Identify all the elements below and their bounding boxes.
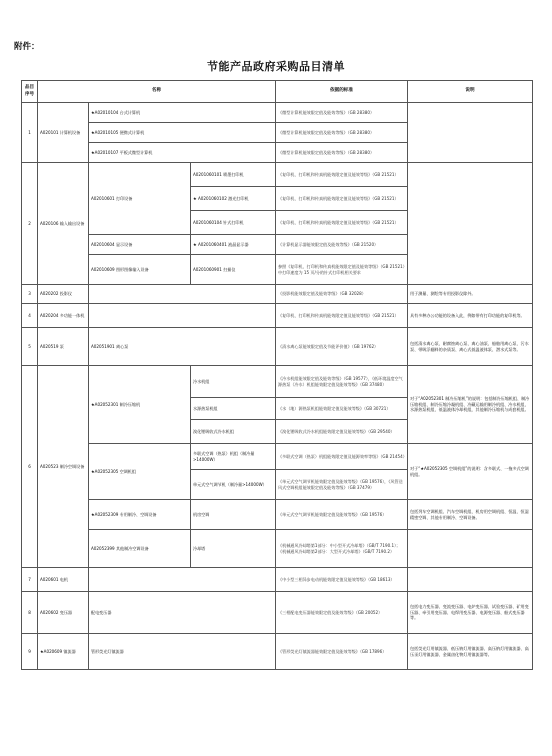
standard-cell: 《冷水机组能效限定值及能效等级》（GB 19577），《低环境温度空气源热泵（冷水）机组能效限定值及能效等级》（GB 37480） (276, 366, 408, 398)
header-note: 说明 (408, 81, 533, 103)
note-cell: 具有多种办公功能的设备入此，例如带有打印功能的复印机等。 (408, 304, 533, 328)
standard-cell: 参照《复印机、打印机和传真机能效限定值及能效等级》（GB 21521）中打印速度为 15 页/分的针式打印机相关要求 (276, 255, 408, 285)
table-header-row (22, 81, 533, 103)
item-cell: ★A02010104 台式计算机 (89, 103, 276, 123)
item-cell: A0201060101 喷墨打印机 (191, 163, 276, 187)
table-row (22, 285, 533, 304)
standard-cell: 《多联式空调（热泵）机组能效限定值及能源效率等级》（GB 21454） (276, 444, 408, 470)
note-cell (408, 163, 533, 285)
item-cell (89, 285, 276, 304)
item-cell: ★ A0201060401 液晶显示器 (191, 235, 276, 255)
table-row (22, 304, 533, 328)
table-row (22, 500, 533, 530)
standard-cell: 《计算机显示器能效限定值及能效等级》（GB 21520） (276, 235, 408, 255)
category-cell: A020204 多功能一体机 (38, 304, 89, 328)
category-cell: A020523 制冷空调设备 (38, 366, 89, 568)
table-row (22, 530, 533, 568)
note-cell: 包括电力变压器、变流变压器、电炉变压器、试验变压器、矿用变压器、牵引用变压器、电焊用变压器、电源变压器、船式变压器等。 (408, 592, 533, 634)
table-row (22, 366, 533, 398)
note-cell: 包括列车空调机组、汽车空调机组、机房用空调机组、恒温、恒湿精密空调、其他专用制冷、空调设备。 (408, 500, 533, 530)
item-cell: ★A02010105 便携式计算机 (89, 123, 276, 143)
row-seq: 1 (22, 103, 38, 163)
standard-cell: 《单元式空气调节机能效限定值及能效等级》（GB 19576） (276, 500, 408, 530)
item-cell (89, 568, 276, 592)
standard-cell: 《复印机、打印机和传真机能效限定值及能效等级》（GB 21521） (276, 163, 408, 187)
standard-cell: 《溴化锂吸收式冷水机组能效限定值及能效等级》（GB 29540） (276, 420, 408, 444)
row-seq: 6 (22, 366, 38, 568)
table-row (22, 634, 533, 670)
row-seq: 7 (22, 568, 38, 592)
item-cell: 单元式空气调节机（制冷量>14000W） (191, 470, 276, 500)
item-cell: A02051901 离心泵 (89, 328, 276, 366)
subcategory-cell: ★A02052309 专用制冷、空调设备 (89, 500, 191, 530)
standard-cell: 《微型计算机能效限定值及能效等级》（GB 28380） (276, 103, 408, 123)
subcategory-cell: A02010609 图形图像输入设备 (89, 255, 191, 285)
standard-cell: 《微型计算机能效限定值及能效等级》（GB 28380） (276, 143, 408, 163)
item-cell: 水源热泵机组 (191, 398, 276, 420)
note-cell: 用于测量、测绘等专用投影仪除外。 (408, 285, 533, 304)
standard-cell: 《单元式空气调节机能效限定值及能效等级》（GB 19576），《风管送风式空调机组能效限定值及能效等级》（GB 37479） (276, 470, 408, 500)
category-cell: ★A020609 镇流器 (38, 634, 89, 670)
table-row (22, 328, 533, 366)
row-seq: 9 (22, 634, 38, 670)
table-row (22, 163, 533, 187)
header-standard: 依据的标准 (276, 81, 408, 103)
standard-cell: 《管形荧光灯镇流器能效限定值及能效等级》（GB 17896） (276, 634, 408, 670)
attachment-label: 附件： (14, 42, 40, 52)
table-row (22, 568, 533, 592)
page-title: 节能产品政府采购品目清单 (207, 60, 345, 73)
subcategory-cell: ★A02052305 空调机组 (89, 444, 191, 500)
category-cell: A020202 投影仪 (38, 285, 89, 304)
note-cell: 对于“A02052301 制冷压缩机”的说明：包括制冷压缩机组、制冷压缩机组、制冷压缩冷凝机组、冷藏运输用制冷机组、冷水机组、水源热泵机组、低温液体冷却机组，其他制冷压缩机与成套机组。 (408, 366, 533, 444)
item-cell (89, 304, 276, 328)
row-seq: 4 (22, 304, 38, 328)
note-cell (408, 530, 533, 568)
category-cell: A020601 电机 (38, 568, 89, 592)
item-cell: 冷却塔 (191, 530, 276, 568)
note-cell: 对于“★A02052305 空调机组”的说明：含多联式、一拖多式空调机组。 (408, 444, 533, 500)
subcategory-cell: A02052399 其他制冷空调设备 (89, 530, 191, 568)
standard-cell: 《复印机、打印机和传真机能效限定值及能效等级》（GB 21521） (276, 187, 408, 211)
table-row (22, 592, 533, 634)
subcategory-cell: ★A02052301 制冷压缩机 (89, 366, 191, 444)
item-cell: 冷水机组 (191, 366, 276, 398)
item-cell: 溴化锂吸收式冷水机组 (191, 420, 276, 444)
item-cell: 多联式空调（热泵）机组（制冷量>14000W） (191, 444, 276, 470)
product-list-table (21, 80, 533, 670)
note-cell: 包括荧光灯用镇流器、低压钠灯用镇流器、高压钠灯用镇流器、高压汞灯用镇流器、金属卤化物灯用镇流器等。 (408, 634, 533, 670)
table-row (22, 103, 533, 123)
standard-cell: 《三相配电变压器能效限定值及能效等级》（GB 20052） (276, 592, 408, 634)
item-cell: A0201060901 扫描仪 (191, 255, 276, 285)
item-cell: 管形荧光灯镇流器 (89, 634, 276, 670)
row-seq: 2 (22, 163, 38, 285)
subcategory-cell: A02010604 显示设备 (89, 235, 191, 255)
table-row (22, 444, 533, 470)
standard-cell: 《水（地）源热泵机组能效限定值及能效等级》（GB 30721） (276, 398, 408, 420)
category-cell: A020106 输入输出设备 (38, 163, 89, 285)
note-cell (408, 568, 533, 592)
standard-cell: 《清水离心泵能效限定值及节能评价值》（GB 19762） (276, 328, 408, 366)
standard-cell: 《复印机、打印机和传真机能效限定值及能效等级》（GB 21521） (276, 304, 408, 328)
standard-cell: 《微型计算机能效限定值及能效等级》（GB 28380） (276, 123, 408, 143)
category-cell: A020519 泵 (38, 328, 89, 366)
standard-cell: 《机械通风冷却塔第1部分：中小型开式冷却塔》（GB/T 7190.1）；《机械通风冷却塔第2部分：大型开式冷却塔》（GB/T 7190.2） (276, 530, 408, 568)
item-cell: A0201060104 针式打印机 (191, 211, 276, 235)
standard-cell: 《中小型三相异步电动机能效限定值及能效等级》（GB 18613） (276, 568, 408, 592)
item-cell: 配电变压器 (89, 592, 276, 634)
row-seq: 8 (22, 592, 38, 634)
item-cell: ★A02010107 平板式微型计算机 (89, 143, 276, 163)
standard-cell: 《投影机能效限定值及能效等级》（GB 32028） (276, 285, 408, 304)
note-cell (408, 103, 533, 163)
category-cell: A020101 计算机设备 (38, 103, 89, 163)
header-seq: 品目 序号 (22, 81, 38, 103)
standard-cell: 《复印机、打印机和传真机能效限定值及能效等级》（GB 21521） (276, 211, 408, 235)
row-seq: 3 (22, 285, 38, 304)
row-seq: 5 (22, 328, 38, 366)
note-cell: 包括清水离心泵、耐腐蚀离心泵、离心油泵、船舶用离心泵、污水泵、带吸浮翻料的杂质泵、离心式低温液体泵、潜水式泵等。 (408, 328, 533, 366)
header-name: 名称 (38, 81, 276, 103)
item-cell: 机房空调 (191, 500, 276, 530)
item-cell: ★ A0201060102 激光打印机 (191, 187, 276, 211)
category-cell: A020602 变压器 (38, 592, 89, 634)
subcategory-cell: A02010601 打印设备 (89, 163, 191, 235)
